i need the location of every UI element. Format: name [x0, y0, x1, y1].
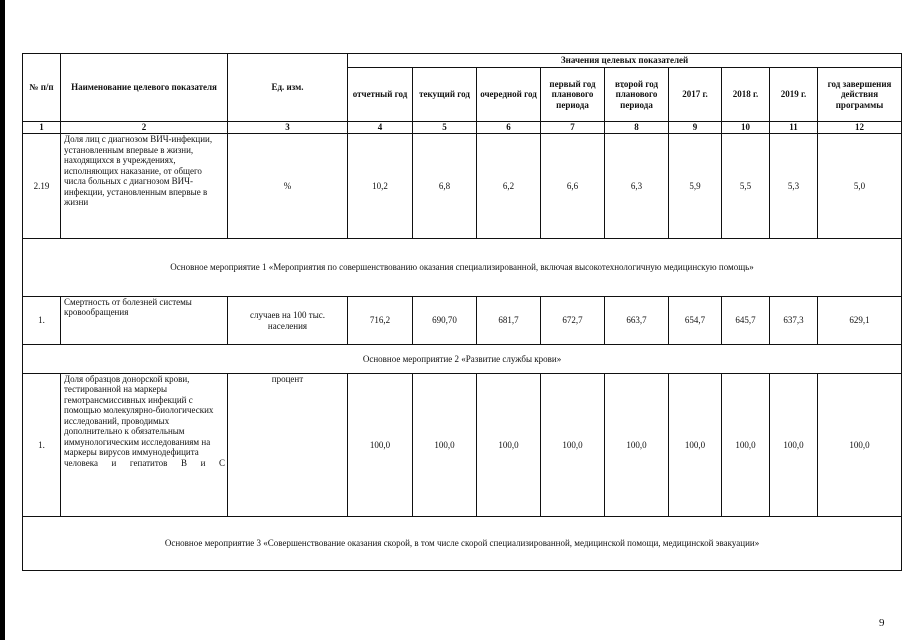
value-cell: 645,7 — [722, 296, 770, 345]
value-cell: 100,0 — [818, 373, 902, 516]
value-cell: 100,0 — [770, 373, 818, 516]
table-row — [23, 134, 902, 239]
section-title: Основное мероприятие 1 «Мероприятия по совершенствованию оказания специализированной, включая высокотехнологичную медицинскую помощь» — [23, 238, 902, 296]
section-row — [23, 238, 902, 296]
row-no: 2.19 — [23, 134, 61, 239]
col-number: 10 — [722, 122, 770, 134]
indicator-name: Смертность от болезней системы кровообращения — [61, 296, 228, 345]
value-cell: 6,2 — [477, 134, 541, 239]
value-cell: 654,7 — [669, 296, 722, 345]
header-col: текущий год — [413, 68, 477, 122]
value-cell: 100,0 — [541, 373, 605, 516]
value-cell: 100,0 — [669, 373, 722, 516]
col-number: 5 — [413, 122, 477, 134]
section-row — [23, 517, 902, 571]
header-col: 2018 г. — [722, 68, 770, 122]
header-col: 2019 г. — [770, 68, 818, 122]
col-number: 11 — [770, 122, 818, 134]
header-values-group: Значения целевых показателей — [348, 54, 902, 68]
value-cell: 5,9 — [669, 134, 722, 239]
section-row — [23, 345, 902, 373]
section-title: Основное мероприятие 2 «Развитие службы крови» — [23, 345, 902, 373]
value-cell: 5,3 — [770, 134, 818, 239]
header-col: второй год планового периода — [605, 68, 669, 122]
value-cell: 6,6 — [541, 134, 605, 239]
value-cell: 681,7 — [477, 296, 541, 345]
header-col: 2017 г. — [669, 68, 722, 122]
value-cell: 672,7 — [541, 296, 605, 345]
page-number: 9 — [879, 617, 885, 629]
header-col: отчетный год — [348, 68, 413, 122]
row-no: 1. — [23, 296, 61, 345]
value-cell: 637,3 — [770, 296, 818, 345]
header-name: Наименование целевого показателя — [61, 54, 228, 122]
unit-cell: % — [228, 134, 348, 239]
header-col: очередной год — [477, 68, 541, 122]
value-cell: 6,8 — [413, 134, 477, 239]
header-col: первый год планового периода — [541, 68, 605, 122]
col-number: 7 — [541, 122, 605, 134]
value-cell: 6,3 — [605, 134, 669, 239]
col-number: 12 — [818, 122, 902, 134]
value-cell: 5,5 — [722, 134, 770, 239]
value-cell: 716,2 — [348, 296, 413, 345]
value-cell: 100,0 — [605, 373, 669, 516]
col-number: 1 — [23, 122, 61, 134]
section-title: Основное мероприятие 3 «Совершенствование оказания скорой, в том числе скорой специализированной, медицинской помощи, медицинской эвакуации» — [23, 517, 902, 571]
col-number: 9 — [669, 122, 722, 134]
target-indicators-table — [22, 53, 902, 571]
col-number: 6 — [477, 122, 541, 134]
col-number: 8 — [605, 122, 669, 134]
value-cell: 10,2 — [348, 134, 413, 239]
indicator-name: Доля образцов донорской крови, тестированной на маркеры гемотрансмиссивных инфекций с помощью молекулярно-биологических исследований, проводимых дополнительно к обязательным иммунологическим исследованиям на маркеры вирусов иммунодефицита человека и гепатитов В и С — [61, 373, 228, 516]
value-cell: 663,7 — [605, 296, 669, 345]
row-no: 1. — [23, 373, 61, 516]
col-number: 3 — [228, 122, 348, 134]
value-cell: 100,0 — [722, 373, 770, 516]
col-number: 2 — [61, 122, 228, 134]
value-cell: 100,0 — [413, 373, 477, 516]
table-row — [23, 296, 902, 345]
header-no: № п/п — [23, 54, 61, 122]
value-cell: 100,0 — [348, 373, 413, 516]
value-cell: 629,1 — [818, 296, 902, 345]
page-left-edge — [0, 0, 5, 640]
column-number-row — [23, 122, 902, 134]
header-unit: Ед. изм. — [228, 54, 348, 122]
header-col: год завершения действия программы — [818, 68, 902, 122]
header-row-1 — [23, 54, 902, 68]
unit-cell: процент — [228, 373, 348, 516]
value-cell: 100,0 — [477, 373, 541, 516]
col-number: 4 — [348, 122, 413, 134]
value-cell: 690,70 — [413, 296, 477, 345]
indicator-name: Доля лиц с диагнозом ВИЧ-инфекции, установленным впервые в жизни, находящихся в учреждениях, исполняющих наказание, от общего числа больных с диагнозом ВИЧ-инфекции, установленным впервые в жизни — [61, 134, 228, 239]
unit-cell: случаев на 100 тыс. населения — [228, 296, 348, 345]
value-cell: 5,0 — [818, 134, 902, 239]
table-row — [23, 373, 902, 516]
